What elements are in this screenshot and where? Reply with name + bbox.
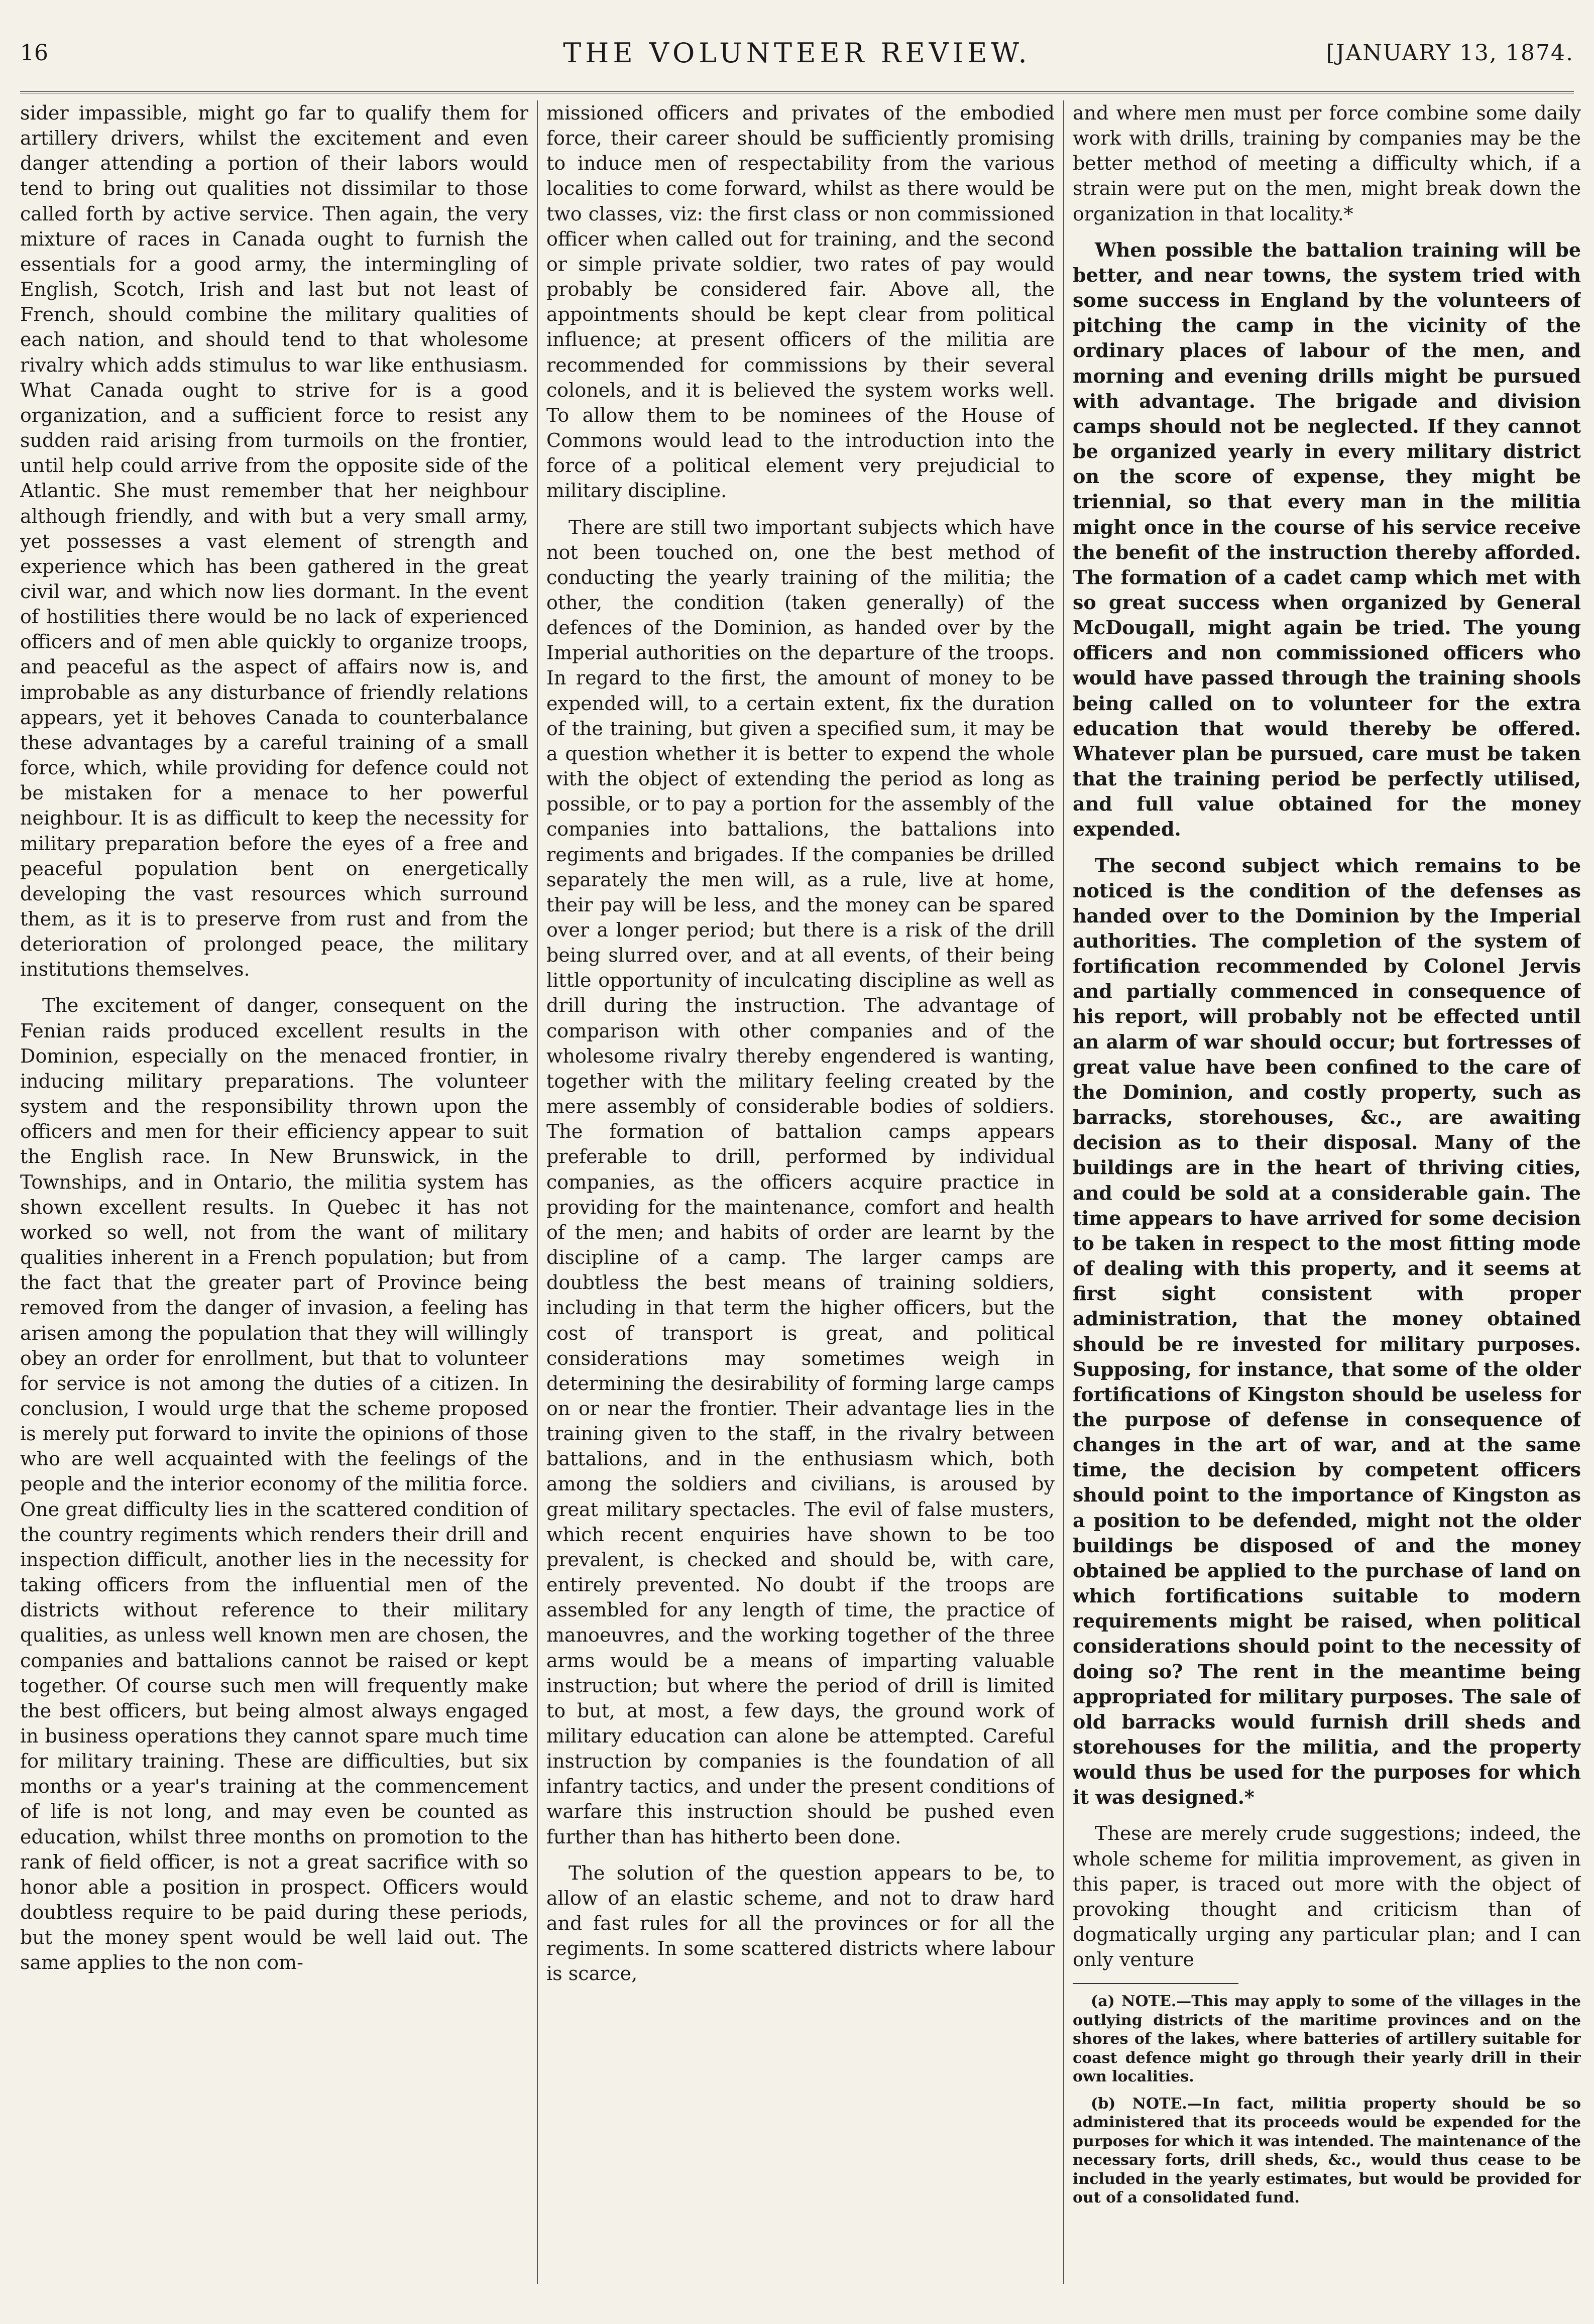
- footnote-rule: [1073, 1983, 1238, 1984]
- paragraph: The second subject which remains to be noticed is the condition of the defenses as handed over to the Dominion by the Imperial authorities. The completion of the system of fortification recommended by Colonel Jervis and partially commenced in consequence of his report, will probably not be effected until an alarm of war should occur; but fortresses of great value have been confined to the care of the Dominion, and costly property, such as barracks, storehouses, &c., are awaiting decision as to their disposal. Many of the buildings are in the heart of thriving cities, and could be sold at a considerable gain. The time appears to have arrived for some decision to be taken in respect to the most fitting mode of dealing with this property, and it seems at first sight consistent with proper administration, that the money obtained should be re invested for military purposes. Supposing, for instance, that some of the older fortifications of Kingston should be useless for the purpose of defense in consequence of changes in the art of war, and at the same time, the decision by competent officers should point to the importance of Kingston as a position to be defended, might not the older buildings be disposed of and the money obtained be applied to the purchase of land on which fortifications suitable to modern requirements might be raised, when political considerations should point to the necessity of doing so? The rent in the meantime being appropriated for military purposes. The sale of old barracks would furnish drill sheds and storehouses for the militia, and the property would thus be used for the purposes for which it was designed.*: [1073, 854, 1581, 1809]
- column-1: [20, 100, 528, 2284]
- paragraph: and where men must per force combine some daily work with drills, training by companies may be the better method of meeting a difficulty which, if a strain were put on the men, might break down the organization in that locality.*: [1073, 102, 1581, 225]
- page-number: 16: [20, 40, 48, 66]
- paragraph: These are merely crude suggestions; indeed, the whole scheme for militia improvement, as given in this paper, is traced out more with the object of provoking thought and criticism than of dogmatically urging any particular plan; and I can only venture: [1073, 1822, 1581, 1971]
- header-rule: [20, 91, 1574, 93]
- paragraph: The excitement of danger, consequent on the Fenian raids produced excellent results in the Dominion, especially on the menaced frontier, in inducing military preparations. The volunteer system and the responsibility thrown upon the officers and men for their efficiency appear to suit the English race. In New Brunswick, in the Townships, and in Ontario, the militia system has shown excellent results. In Quebec it has not worked so well, not from the want of military qualities inherent in a French population; but from the fact that the greater part of Province being removed from the danger of invasion, a feeling has arisen among the population that they will willingly obey an order for enrollment, but that to volunteer for service is not among the duties of a citizen. In conclusion, I would urge that the scheme proposed is merely put forward to invite the opinions of those who are well acquainted with the feelings of the people and the interior economy of the militia force. One great difficulty lies in the scattered condition of the country regiments which renders their drill and inspection difficult, another lies in the necessity for taking officers from the influential men of the districts without reference to their military qualities, as unless well known men are chosen, the companies and battalions cannot be raised or kept together. Of course such men will frequently make the best officers, but being almost always engaged in business operations they cannot spare much time for military training. These are difficulties, but six months or a year's training at the commencement of life is not long, and may even be counted as education, whilst three months on promotion to the rank of field officer, is not a great sacrifice with so honor able a position in prospect. Officers would doubtless require to be paid during these periods, but the money spent would be well laid out. The same applies to the non com-: [20, 994, 528, 1974]
- column-divider: [1063, 100, 1064, 2284]
- paragraph: sider impassible, might go far to qualify them for artillery drivers, whilst the excitement and even danger attending a portion of their labors would tend to bring out qualities not dissimilar to those called forth by active service. Then again, the very mixture of races in Canada ought to furnish the essentials for a good army, the intermingling of English, Scotch, Irish and last but not least of French, should combine the military qualities of each nation, and should tend to that wholesome rivalry which adds stimulus to war like enthusiasm. What Canada ought to strive for is a good organization, and a sufficient force to resist any sudden raid arising from turmoils on the frontier, until help could arrive from the opposite side of the Atlantic. She must remember that her neighbour although friendly, and with but a very small army, yet possesses a vast element of strength and experience which has been gathered in the great civil war, and which now lies dormant. In the event of hostilities there would be no lack of experienced officers and of men able quickly to organize troops, and peaceful as the aspect of affairs now is, and improbable as any disturbance of friendly relations appears, yet it behoves Canada to counterbalance these advantages by a careful training of a small force, which, while providing for defence could not be mistaken for a menace to her powerful neighbour. It is as difficult to keep the necessity for military preparation before the eyes of a free and peaceful population bent on energetically developing the vast resources which surround them, as it is to preserve from rust and from the deterioration of prolonged peace, the military institutions themselves.: [20, 102, 528, 981]
- column-2: [546, 100, 1055, 2284]
- issue-date: [JANUARY 13, 1874.: [1326, 40, 1574, 66]
- footnote: (a) NOTE.—This may apply to some of the villages in the outlying districts of the maritime provinces and on the shores of the lakes, where batteries of artillery suitable for coast defence might go through their yearly drill in their own localities.: [1073, 1993, 1581, 2086]
- column-3: [1073, 100, 1581, 2284]
- newspaper-title: THE VOLUNTEER REVIEW.: [563, 37, 1031, 69]
- page-header: [20, 30, 1574, 85]
- paragraph: The solution of the question appears to be, to allow of an elastic scheme, and not to draw hard and fast rules for all the provinces or for all the regiments. In some scattered districts where labour is scarce,: [546, 1862, 1055, 1985]
- paragraph: There are still two important subjects which have not been touched on, one the best method of conducting the yearly training of the militia; the other, the condition (taken generally) of the defences of the Dominion, as handed over by the Imperial authorities on the departure of the troops. In regard to the first, the amount of money to be expended will, to a certain extent, fix the duration of the training, but given a specified sum, it may be a question whether it is better to expend the whole with the object of extending the period as long as possible, or to pay a portion for the assembly of the companies into battalions, the battalions into regiments and brigades. If the companies be drilled separately the men will, as a rule, live at home, their pay will be less, and the money can be spared over a longer period; but there is a risk of the drill being slurred over, and at all events, of their being little opportunity of inculcating discipline as well as drill during the instruction. The advantage of comparison with other companies and of the wholesome rivalry thereby engendered is wanting, together with the military feeling created by the mere assembly of considerable bodies of soldiers. The formation of battalion camps appears preferable to drill, performed by individual companies, as the officers acquire practice in providing for the maintenance, comfort and health of the men; and habits of order are learnt by the discipline of a camp. The larger camps are doubtless the best means of training soldiers, including in that term the higher officers, but the cost of transport is great, and political considerations may sometimes weigh in determining the desirability of forming large camps on or near the frontier. Their advantage lies in the training given to the staff, in the rivalry between battalions, and in the enthusiasm which, both among the soldiers and civilians, is aroused by great military spectacles. The evil of false musters, which recent enquiries have shown to be too prevalent, is checked and should be, with care, entirely prevented. No doubt if the troops are assembled for any length of time, the practice of manoeuvres, and the working together of the three arms would be a means of imparting valuable instruction; but where the period of drill is limited to but, at most, a few days, the ground work of military education can alone be attempted. Careful instruction by companies is the foundation of all infantry tactics, and under the present conditions of warfare this instruction should be pushed even further than has hitherto been done.: [546, 516, 1055, 1848]
- paragraph: When possible the battalion training will be better, and near towns, the system tried with some success in England by the volunteers of pitching the camp in the vicinity of the ordinary places of labour of the men, and morning and evening drills might be pursued with advantage. The brigade and division camps should not be neglected. If they cannot be organized yearly in every military district on the score of expense, they might be triennial, so that every man in the militia might once in the course of his service receive the benefit of the instruction thereby afforded. The formation of a cadet camp which met with so great success when organized by General McDougall, might again be tried. The young officers and non commissioned officers who would have passed through the training shools being called on to volunteer for the extra education that would thereby be offered. Whatever plan be pursued, care must be taken that the training period be perfectly utilised, and full value obtained for the money expended.: [1073, 238, 1581, 841]
- article-columns: [20, 100, 1581, 2284]
- paragraph: missioned officers and privates of the embodied force, their career should be sufficiently promising to induce men of respectability from the various localities to come forward, whilst as there would be two classes, viz: the first class or non commissioned officer when called out for training, and the second or simple private soldier, two rates of pay would probably be considered fair. Above all, the appointments should be kept clear from political influence; at present officers of the militia are recommended for commissions by their several colonels, and it is believed the system works well. To allow them to be nominees of the House of Commons would lead to the introduction into the force of a political element very prejudicial to military discipline.: [546, 102, 1055, 502]
- column-divider: [537, 100, 538, 2284]
- footnote: (b) NOTE.—In fact, militia property should be so administered that its proceeds would be expended for the purposes for which it was intended. The maintenance of the necessary forts, drill sheds, &c., would thus cease to be included in the yearly estimates, but would be provided for out of a consolidated fund.: [1073, 2095, 1581, 2207]
